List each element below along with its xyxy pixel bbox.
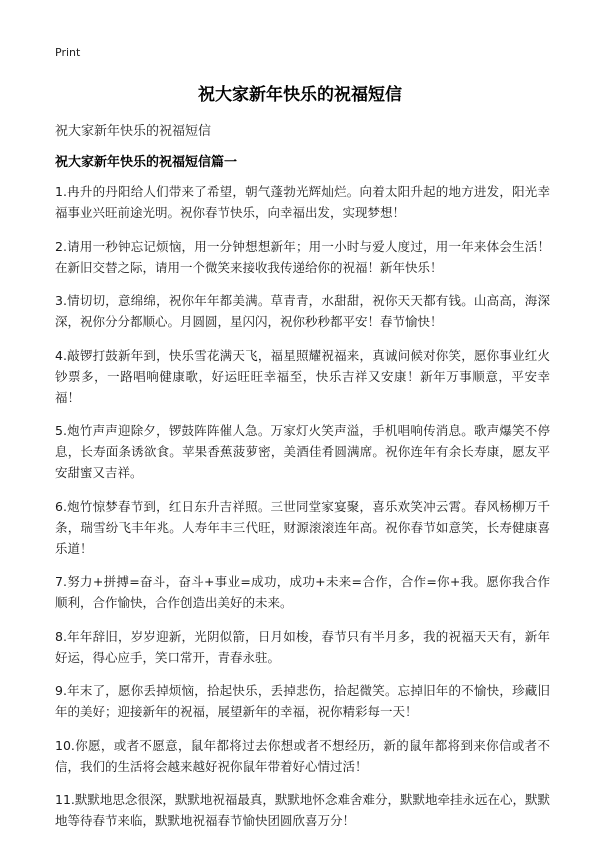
- page-title: 祝大家新年快乐的祝福短信: [198, 85, 402, 105]
- greeting-item: 2.请用一秒钟忘记烦恼，用一分钟想想新年；用一小时与爱人度过，用一年来体会生活！在新旧交替之际，请用一个微笑来接收我传递给你的祝福！新年快乐！: [55, 238, 550, 275]
- greeting-item: 9.年末了，愿你丢掉烦恼，拾起快乐，丢掉悲伤，拾起微笑。忘掉旧年的不愉快，珍藏旧年的美好；迎接新年的祝福，展望新年的幸福，祝你精彩每一天！: [55, 683, 550, 719]
- greeting-item: 6.炮竹惊梦春节到，红日东升吉祥照。三世同堂家宴聚，喜乐欢笑冲云霄。春风杨柳万千条，瑞雪纷飞丰年兆。人寿年丰三代旺，财源滚滚连年高。祝你春节如意笑，长寿健康喜乐道！: [55, 498, 550, 556]
- greeting-item: 5.炮竹声声迎除夕，锣鼓阵阵催人急。万家灯火笑声溢，手机唱响传消息。歌声爆笑不停息，长寿面条诱欲食。苹果香蕉菠萝密，美酒佳肴圆满席。祝你连年有余长寿康，愿友平安甜蜜又吉祥。: [55, 423, 550, 480]
- greeting-item: 10.你愿，或者不愿意，鼠年都将过去你想或者不想经历，新的鼠年都将到来你信或者不信，我们的生活将会越来越好祝你鼠年带着好心情过活！: [55, 737, 550, 774]
- greeting-item: 8.年年辞旧，岁岁迎新，光阴似箭，日月如梭，春节只有半月多，我的祝福天天有，新年好运，得心应手，笑口常开，青春永驻。: [55, 628, 550, 665]
- greeting-item: 4.敲锣打鼓新年到，快乐雪花满天飞，福星照耀祝福来，真诚问候对你笑，愿你事业红火钞票多，一路唱响健康歌，好运旺旺幸福至，快乐吉祥又安康！新年万事顺意，平安幸福！: [55, 347, 550, 405]
- greeting-list: [55, 181, 550, 844]
- document-subtitle: 祝大家新年快乐的祝福短信: [55, 124, 212, 139]
- print-link[interactable]: Print: [55, 46, 81, 59]
- greeting-item: 1.冉升的丹阳给人们带来了希望，朝气蓬勃光辉灿烂。向着太阳升起的地方进发，阳光幸福事业兴旺前途光明。祝你春节快乐，向幸福出发，实现梦想！: [55, 184, 550, 220]
- section-heading: 祝大家新年快乐的祝福短信篇一: [55, 155, 238, 170]
- greeting-item: 7.努力+拼搏=奋斗，奋斗+事业=成功，成功+未来=合作，合作=你+我。愿你我合作顺利，合作愉快，合作创造出美好的未来。: [55, 574, 550, 610]
- greeting-item: 11.默默地思念很深，默默地祝福最真，默默地怀念难舍难分，默默地牵挂永远在心，默默地等待春节来临，默默地祝福春节愉快团圆欣喜万分！: [55, 792, 550, 828]
- greeting-item: 3.情切切，意绵绵，祝你年年都美满。草青青，水甜甜，祝你天天都有钱。山高高，海深深，祝你分分都顺心。月圆圆，星闪闪，祝你秒秒都平安！春节愉快！: [55, 293, 550, 329]
